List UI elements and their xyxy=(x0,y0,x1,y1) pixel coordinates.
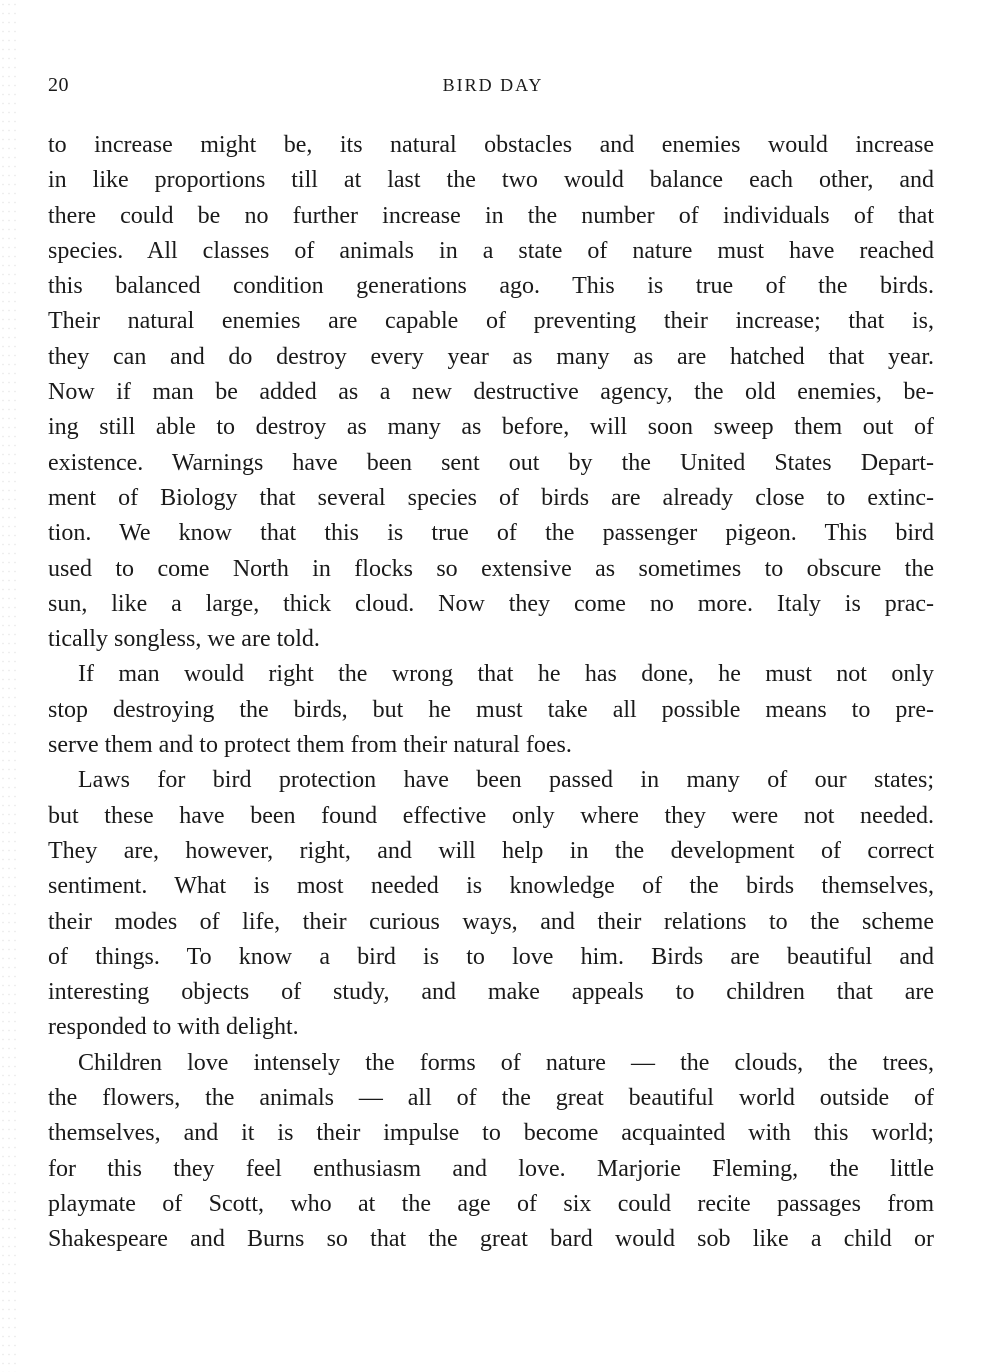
text-line: Laws for bird protection have been passed in many of our states; xyxy=(78,767,934,794)
text-line: Their natural enemies are capable of preventing their increase; that is, xyxy=(48,308,934,335)
text-line: for this they feel enthusiasm and love. Marjorie Fleming, the little xyxy=(48,1155,934,1182)
text-line: there could be no further increase in the number of individuals of that xyxy=(48,202,934,229)
page-header xyxy=(48,74,938,100)
text-line: to increase might be, its natural obstacles and enemies would increase xyxy=(48,132,934,158)
text-line: species. All classes of animals in a state of nature must have reached xyxy=(48,237,934,264)
text-line: playmate of Scott, who at the age of six could recite passages from xyxy=(48,1190,934,1217)
page-number: 20 xyxy=(48,74,69,96)
text-line: Now if man be added as a new destructive agency, the old enemies, be- xyxy=(48,379,934,406)
text-line: tically songless, we are told. xyxy=(48,626,320,653)
text-line: they can and do destroy every year as many as are hatched that year. xyxy=(48,343,934,370)
text-line: of things. To know a bird is to love him. Birds are beautiful and xyxy=(48,943,934,970)
text-line: their modes of life, their curious ways, and their relations to the scheme xyxy=(48,908,934,935)
text-line: responded to with delight. xyxy=(48,1014,299,1041)
text-line: used to come North in flocks so extensive as sometimes to obscure the xyxy=(48,555,934,582)
text-line: serve them and to protect them from their natural foes. xyxy=(48,732,572,759)
text-line: but these have been found effective only where they were not needed. xyxy=(48,802,934,829)
text-line: ment of Biology that several species of birds are already close to extinc- xyxy=(48,484,934,511)
text-line: sun, like a large, thick cloud. Now they come no more. Italy is prac- xyxy=(48,590,934,617)
text-line: stop destroying the birds, but he must take all possible means to pre- xyxy=(48,696,934,723)
text-line: in like proportions till at last the two would balance each other, and xyxy=(48,167,934,194)
text-line: this balanced condition generations ago. This is true of the birds. xyxy=(48,273,934,300)
text-line: tion. We know that this is true of the passenger pigeon. This bird xyxy=(48,520,934,547)
text-line: Children love intensely the forms of nature — the clouds, the trees, xyxy=(78,1049,934,1076)
text-line: Shakespeare and Burns so that the great bard would sob like a child or xyxy=(48,1226,934,1253)
text-line: If man would right the wrong that he has done, he must not only xyxy=(78,661,934,688)
text-line: existence. Warnings have been sent out by the United States Depart- xyxy=(48,449,934,476)
text-line: They are, however, right, and will help in the development of correct xyxy=(48,837,934,864)
text-line: sentiment. What is most needed is knowledge of the birds themselves, xyxy=(48,873,934,900)
scan-edge-speckle xyxy=(0,0,18,1372)
text-line: the flowers, the animals — all of the great beautiful world outside of xyxy=(48,1085,934,1112)
text-line: themselves, and it is their impulse to become acquainted with this world; xyxy=(48,1120,934,1147)
text-line: interesting objects of study, and make appeals to children that are xyxy=(48,979,934,1006)
text-line: ing still able to destroy as many as before, will soon sweep them out of xyxy=(48,414,934,441)
body-text xyxy=(48,128,934,1258)
running-head: BIRD DAY xyxy=(442,75,544,95)
